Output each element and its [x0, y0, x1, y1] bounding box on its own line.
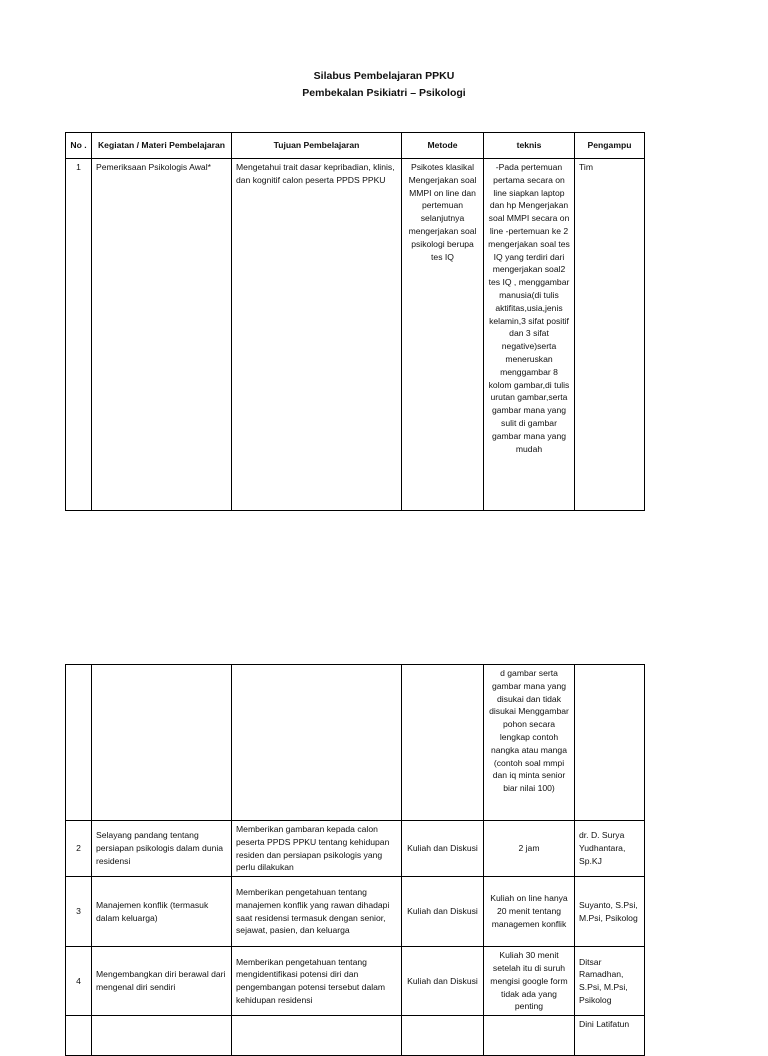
- col-header-kegiatan: Kegiatan / Materi Pembelajaran: [92, 133, 232, 159]
- document-title: Silabus Pembelajaran PPKU: [313, 70, 455, 82]
- cell-no: 3: [66, 877, 92, 947]
- cell-tujuan: Memberikan pengetahuan tentang manajemen konflik yang rawan dihadapi saat residensi termasuk dengan senior, sejawat, pasien, dan keluarga: [232, 877, 402, 947]
- table-row: [66, 821, 645, 877]
- cell-no: 2: [66, 821, 92, 877]
- col-header-pengampu: Pengampu: [575, 133, 645, 159]
- cell-teknis: 2 jam: [484, 821, 575, 877]
- cell-kegiatan: [92, 1016, 232, 1056]
- cell-teknis: d gambar serta gambar mana yang disukai dan tidak disukai Menggambar pohon secara lengkap contoh nangka atau manga (contoh soal mmpi dan iq minta senior biar nilai 100): [484, 665, 575, 821]
- cell-no: 1: [66, 159, 92, 511]
- cell-no: 4: [66, 947, 92, 1016]
- cell-metode: Kuliah dan Diskusi: [402, 821, 484, 877]
- table-row: [66, 877, 645, 947]
- cell-kegiatan: Pemeriksaan Psikologis Awal*: [92, 159, 232, 511]
- cell-metode: [402, 665, 484, 821]
- cell-teknis: [484, 1016, 575, 1056]
- cell-teknis: -Pada pertemuan pertama secara on line siapkan laptop dan hp Mengerjakan soal MMPI secara on line -pertemuan ke 2 mengerjakan soal tes IQ yang terdiri dari mengerjakan soal2 tes IQ , menggambar manusia(di tulis aktifitas,usia,jenis kelamin,3 sifat positif dan 3 sifat negative)serta meneruskan menggambar 8 kolom gambar,di tulis urutan gambar,serta gambar mana yang sulit di gambar gambar mana yang mudah: [484, 159, 575, 511]
- col-header-teknis: teknis: [484, 133, 575, 159]
- cell-pengampu: Ditsar Ramadhan, S.Psi, M.Psi, Psikolog: [575, 947, 645, 1016]
- col-header-no: No .: [66, 133, 92, 159]
- table-row: [66, 665, 645, 821]
- cell-teknis: Kuliah on line hanya 20 menit tentang managemen konflik: [484, 877, 575, 947]
- cell-metode: Kuliah dan Diskusi: [402, 877, 484, 947]
- cell-pengampu: [575, 665, 645, 821]
- table-row: [66, 159, 645, 511]
- document-subtitle: Pembekalan Psikiatri – Psikologi: [302, 87, 466, 99]
- cell-pengampu: dr. D. Surya Yudhantara, Sp.KJ: [575, 821, 645, 877]
- cell-kegiatan: Mengembangkan diri berawal dari mengenal diri sendiri: [92, 947, 232, 1016]
- cell-kegiatan: [92, 665, 232, 821]
- col-header-tujuan: Tujuan Pembelajaran: [232, 133, 402, 159]
- cell-metode: [402, 1016, 484, 1056]
- table-row: [66, 1016, 645, 1056]
- col-header-metode: Metode: [402, 133, 484, 159]
- cell-tujuan: Memberikan gambaran kepada calon peserta PPDS PPKU tentang kehidupan residen dan persiapan psikologis yang perlu dilakukan: [232, 821, 402, 877]
- cell-metode: Psikotes klasikal Mengerjakan soal MMPI on line dan pertemuan selanjutnya mengerjakan soal psikologi berupa tes IQ: [402, 159, 484, 511]
- cell-no: [66, 1016, 92, 1056]
- cell-metode: Kuliah dan Diskusi: [402, 947, 484, 1016]
- cell-kegiatan: Manajemen konflik (termasuk dalam keluarga): [92, 877, 232, 947]
- cell-no: [66, 665, 92, 821]
- cell-tujuan: Memberikan pengetahuan tentang mengidentifikasi potensi diri dan pengembangan potensi tersebut dalam kehidupan residensi: [232, 947, 402, 1016]
- syllabus-table-page2: [65, 664, 645, 1056]
- cell-pengampu: Dini Latifatun: [575, 1016, 645, 1056]
- cell-tujuan: [232, 1016, 402, 1056]
- cell-kegiatan: Selayang pandang tentang persiapan psikologis dalam dunia residensi: [92, 821, 232, 877]
- cell-teknis: Kuliah 30 menit setelah itu di suruh mengisi google form tidak ada yang penting: [484, 947, 575, 1016]
- syllabus-table-page1: [65, 132, 645, 511]
- cell-pengampu: Tim: [575, 159, 645, 511]
- cell-tujuan: Mengetahui trait dasar kepribadian, klinis, dan kognitif calon peserta PPDS PPKU: [232, 159, 402, 511]
- cell-pengampu: Suyanto, S.Psi, M.Psi, Psikolog: [575, 877, 645, 947]
- cell-tujuan: [232, 665, 402, 821]
- table-row: [66, 947, 645, 1016]
- table-header-row: [66, 133, 645, 159]
